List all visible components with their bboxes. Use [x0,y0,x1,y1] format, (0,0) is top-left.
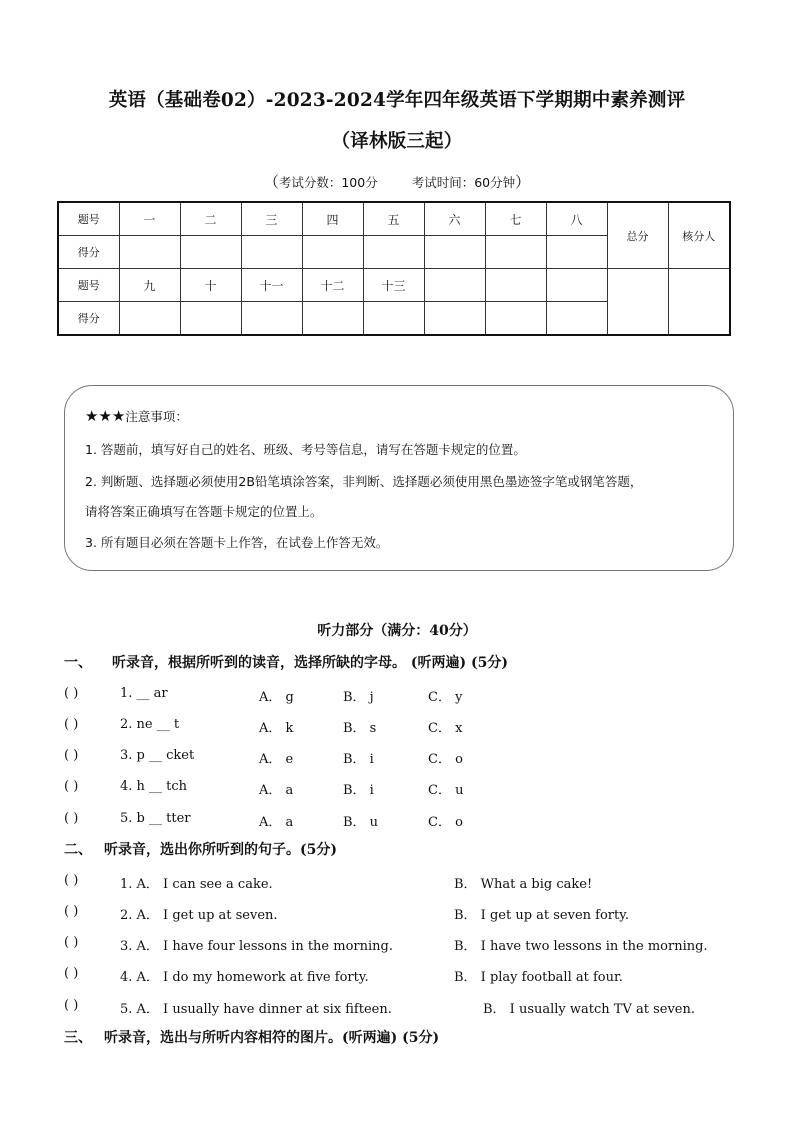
section-2-title: 听录音，选出你所听到的句子。(5分) [104,842,337,858]
question-col-12: 十二 [302,269,363,302]
answer-bracket[interactable]: ( ) [64,873,79,888]
answer-bracket[interactable]: ( ) [64,779,79,794]
question-text: 2. ne __ t [120,717,180,732]
option-a-sentence: 5. A． I usually have dinner at six fifteen. [120,1002,392,1017]
question-col-3: 三 [241,202,302,236]
option-b-sentence: B． I get up at seven forty. [454,908,629,923]
option-b: B． i [343,752,374,767]
option-a: A． a [259,815,294,830]
total-score-cell[interactable] [607,269,668,336]
score-cell[interactable] [180,302,241,336]
question-col-1: 一 [119,202,180,236]
exam-score-info: 考试分数：100分 [278,175,378,190]
section-3-number: 三、 [64,1030,92,1046]
notice-item: 1. 答题前，填写好自己的姓名、班级、考号等信息，请写在答题卡规定的位置。 [85,442,526,457]
score-cell[interactable] [302,302,363,336]
exam-info [0,171,794,192]
score-cell[interactable] [119,302,180,336]
exam-title: 英语（基础卷02）-2023-2024学年四年级英语下学期期中素养测评 [108,90,686,111]
question-text: 1. __ ar [120,686,168,701]
checker-cell[interactable] [668,269,730,336]
answer-bracket[interactable]: ( ) [64,811,79,826]
question-text: 4. h __ tch [120,779,188,794]
score-cell[interactable] [363,236,424,269]
answer-bracket[interactable]: ( ) [64,686,79,701]
option-a: A． e [259,752,294,767]
answer-bracket[interactable]: ( ) [64,748,79,763]
score-cell[interactable] [424,302,485,336]
question-col-4: 四 [302,202,363,236]
question-col-13: 十三 [363,269,424,302]
option-c: C． u [428,783,464,798]
section-3-heading [64,1027,439,1047]
score-cell[interactable] [485,236,546,269]
empty-cell [485,269,546,302]
option-a: A． g [259,690,294,705]
answer-bracket[interactable]: ( ) [64,935,79,950]
question-text: 3. p __ cket [120,748,195,763]
question-col-7: 七 [485,202,546,236]
option-b: B． s [343,721,377,736]
notice-title: 注意事项： [125,409,188,424]
answer-bracket[interactable]: ( ) [64,904,79,919]
score-table-row [58,269,730,302]
exam-subtitle: （译林版三起） [331,131,463,152]
answer-bracket[interactable]: ( ) [64,966,79,981]
notice-item: 2. 判断题、选择题必须使用2B铅笔填涂答案，非判断、选择题必须使用黑色墨迹签字笔或钢笔答题， [85,474,643,489]
option-a-sentence: 2. A． I get up at seven. [120,908,278,923]
option-c: C． o [428,752,463,767]
info-paren-close: ） [515,173,531,191]
question-col-5: 五 [363,202,424,236]
answer-bracket[interactable]: ( ) [64,998,79,1013]
score-cell[interactable] [241,236,302,269]
score-table [57,201,731,336]
section-1-number: 一、 [64,655,92,671]
total-score-label: 总分 [607,202,668,269]
option-b-sentence: B． I play football at four. [454,970,623,985]
score-cell[interactable] [546,236,607,269]
notice-header [85,407,188,425]
option-a: A． a [259,783,294,798]
score-cell[interactable] [119,236,180,269]
option-a-sentence: 3. A． I have four lessons in the morning. [120,939,393,954]
section-2-heading [64,839,337,859]
question-col-10: 十 [180,269,241,302]
info-paren-open: （ [263,173,279,191]
notice-item: 请将答案正确填写在答题卡规定的位置上。 [85,504,323,519]
section-1-heading [64,652,508,672]
notice-item: 3. 所有题目必须在答题卡上作答，在试卷上作答无效。 [85,535,389,550]
option-b-sentence: B． I have two lessons in the morning. [454,939,708,954]
option-b: B． i [343,783,374,798]
option-b-sentence: B． I usually watch TV at seven. [483,1002,696,1017]
score-cell[interactable] [485,302,546,336]
listening-section-title: 听力部分（满分：40分） [317,623,477,639]
question-text: 5. b __ tter [120,811,191,826]
section-3-title: 听录音，选出与所听内容相符的图片。(听两遍) (5分) [104,1030,440,1046]
score-label: 得分 [58,302,119,336]
question-col-6: 六 [424,202,485,236]
notice-box [64,385,734,571]
score-cell[interactable] [546,302,607,336]
question-col-8: 八 [546,202,607,236]
option-a: A． k [259,721,294,736]
option-b: B． u [343,815,379,830]
option-b-sentence: B． What a big cake! [454,877,593,892]
question-col-2: 二 [180,202,241,236]
score-cell[interactable] [241,302,302,336]
section-1-title: 听录音，根据所听到的读音，选择所缺的字母。 (听两遍) (5分) [112,655,508,671]
option-c: C． y [428,690,463,705]
score-label: 得分 [58,236,119,269]
option-c: C． x [428,721,463,736]
option-c: C． o [428,815,463,830]
question-number-label: 题号 [58,269,119,302]
question-col-9: 九 [119,269,180,302]
empty-cell [546,269,607,302]
section-2-number: 二、 [64,842,92,858]
option-a-sentence: 1. A． I can see a cake. [120,877,273,892]
score-cell[interactable] [363,302,424,336]
option-b: B． j [343,690,374,705]
checker-label: 核分人 [668,202,730,269]
question-col-11: 十一 [241,269,302,302]
exam-time-info: 考试时间：60分钟 [411,175,516,190]
question-number-label: 题号 [58,202,119,236]
answer-bracket[interactable]: ( ) [64,717,79,732]
score-cell[interactable] [180,236,241,269]
empty-cell [424,269,485,302]
star-icon: ★★★ [85,407,126,425]
score-table-row [58,202,730,236]
option-a-sentence: 4. A． I do my homework at five forty. [120,970,369,985]
score-cell[interactable] [302,236,363,269]
score-cell[interactable] [424,236,485,269]
